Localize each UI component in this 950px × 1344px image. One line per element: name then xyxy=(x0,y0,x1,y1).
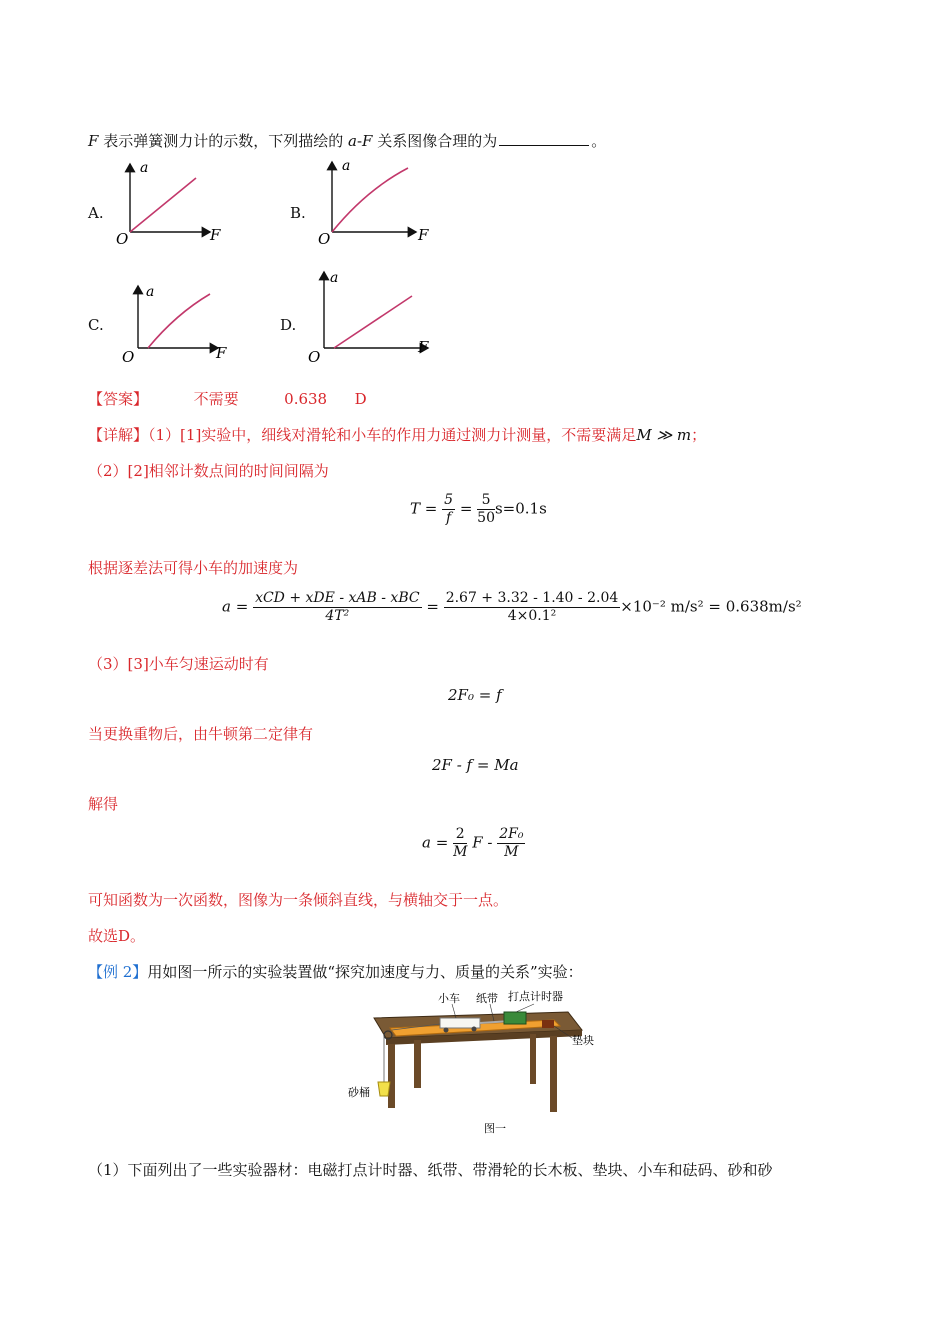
label-car: 小车 xyxy=(438,992,460,1005)
origin-b: O xyxy=(318,230,331,248)
expr-a: a xyxy=(348,132,357,150)
answer-v3: D xyxy=(354,390,367,408)
detail-p1-cond: M ≫ m xyxy=(636,426,692,444)
detail-p1 xyxy=(88,425,706,445)
example2-line xyxy=(88,962,583,982)
y-label-d: a xyxy=(330,270,339,286)
answer-blank xyxy=(499,131,589,146)
option-c-graph xyxy=(122,282,242,366)
detail-p8: 故选D。 xyxy=(88,927,146,945)
equation-balance: 2F₀ = f xyxy=(448,686,502,704)
detail-p5: 当更换重物后，由牛顿第二定律有 xyxy=(88,725,314,743)
line-a xyxy=(130,178,196,232)
detail-p2: （2）[2]相邻计数点间的时间间隔为 xyxy=(88,462,329,480)
detail-p3: 根据逐差法可得小车的加速度为 xyxy=(88,559,299,577)
detail-p6: 解得 xyxy=(88,795,119,813)
option-a-label: A. xyxy=(88,204,104,222)
answer-v1: 不需要 xyxy=(193,390,239,408)
detail-p7: 可知函数为一次函数，图像为一条倾斜直线，与横轴交于一点。 xyxy=(88,891,509,909)
example2-q1: （1）下面列出了一些实验器材：电磁打点计时器、纸带、带滑轮的长木板、垫块、小车和砝码、砂和砂 xyxy=(88,1161,773,1179)
eq2-tail: ×10⁻² m/s² = 0.638m/s² xyxy=(620,597,802,616)
label-pad: 垫块 xyxy=(572,1034,594,1047)
eq5-lhs: a xyxy=(422,833,431,852)
answer-tag: 【答案】 xyxy=(88,390,149,408)
option-c-label: C. xyxy=(88,316,104,334)
ticker-timer xyxy=(504,1012,526,1024)
y-label-b: a xyxy=(342,158,351,174)
option-b-graph xyxy=(314,156,444,248)
detail-tag: 【详解】 xyxy=(88,426,149,444)
eq1-frac1: $\frac{5}{f}$ xyxy=(444,492,454,526)
table-leg-1 xyxy=(388,1044,395,1108)
table-leg-4 xyxy=(530,1034,536,1084)
eq2-lhs: a xyxy=(222,597,231,616)
x-label-c: F xyxy=(216,344,227,362)
answer-v2: 0.638 xyxy=(284,390,328,408)
x-label-d: F xyxy=(418,338,429,356)
option-d-graph xyxy=(306,266,438,366)
label-bucket: 砂桶 xyxy=(348,1086,370,1099)
curve-b xyxy=(332,168,408,232)
eq5-mid: F - xyxy=(472,833,493,852)
detail-p1-text: （1）[1]实验中，细线对滑轮和小车的作用力通过测力计测量，不需要满足 xyxy=(148,426,637,444)
equation-solution: a = $\frac{2}{M}$ F - $\frac{\text{2F₀}}{M}$ xyxy=(422,826,524,860)
detail-p1-end: ； xyxy=(691,426,707,444)
option-d-label: D. xyxy=(280,316,297,334)
x-label-b: F xyxy=(418,226,429,244)
origin-c: O xyxy=(122,348,135,366)
detail-p4: （3）[3]小车匀速运动时有 xyxy=(88,655,269,673)
equation-period: T = $\frac{5}{f}$ = $\frac{5}{50}$ s=0.1s xyxy=(410,492,547,526)
y-label-c: a xyxy=(146,284,155,300)
cart-wheel-2 xyxy=(472,1027,477,1032)
eq2-frac2: $\frac{2.67 + 3.32 - 1.40 - 2.04}{\text{4×0.1²}}$ xyxy=(445,590,619,624)
question-end: 。 xyxy=(591,132,607,150)
origin-d: O xyxy=(308,348,321,366)
var-f: F xyxy=(88,132,99,150)
equation-newton: 2F - f = Ma xyxy=(432,756,519,774)
curve-c xyxy=(148,294,210,348)
eq1-tail: s=0.1s xyxy=(494,499,547,518)
label-tape: 纸带 xyxy=(476,992,498,1005)
origin-a: O xyxy=(116,230,129,248)
expr-dash: - xyxy=(356,132,363,150)
table-leg-3 xyxy=(550,1036,557,1112)
x-label-a: F xyxy=(210,226,221,244)
question-text-2: 关系图像合理的为 xyxy=(377,132,498,150)
line-d xyxy=(334,296,412,348)
example2-tag: 【例 2】 xyxy=(88,963,148,981)
answer-line xyxy=(88,389,367,409)
pad-block xyxy=(542,1020,554,1028)
cart-wheel-1 xyxy=(444,1028,449,1033)
option-a-graph xyxy=(112,158,232,248)
label-timer: 打点计时器 xyxy=(508,990,563,1003)
leader-timer xyxy=(516,1004,534,1012)
figure-caption: 图一 xyxy=(484,1122,506,1135)
y-label-a: a xyxy=(140,160,149,176)
expr-f: F xyxy=(362,132,373,150)
eq5-frac2: $\frac{\text{2F₀}}{M}$ xyxy=(499,826,524,860)
eq5-frac1: $\frac{2}{M}$ xyxy=(453,826,468,860)
sand-bucket xyxy=(378,1082,390,1096)
question-text-1: 表示弹簧测力计的示数，下列描绘的 xyxy=(103,132,344,150)
equation-acceleration: a = $\frac{\text{xCD + xDE - xAB - xBC}}{\text{4T²}}$ = $\frac{2.67 + 3.32 - 1.40 - 2.04}{\text{4×0.1²}}$ ×10⁻² m/s² = 0.638m/s² xyxy=(222,590,802,624)
question-line xyxy=(88,131,606,151)
option-b-label: B. xyxy=(290,204,306,222)
table-leg-2 xyxy=(414,1040,421,1088)
example2-text: 用如图一所示的实验装置做“探究加速度与力、质量的关系”实验： xyxy=(147,963,583,981)
eq2-frac1: $\frac{\text{xCD + xDE - xAB - xBC}}{\text{4T²}}$ xyxy=(255,590,420,624)
eq1-lhs: T xyxy=(410,499,421,518)
eq1-frac2: $\frac{5}{50}$ xyxy=(477,492,495,526)
apparatus-figure xyxy=(344,990,604,1136)
